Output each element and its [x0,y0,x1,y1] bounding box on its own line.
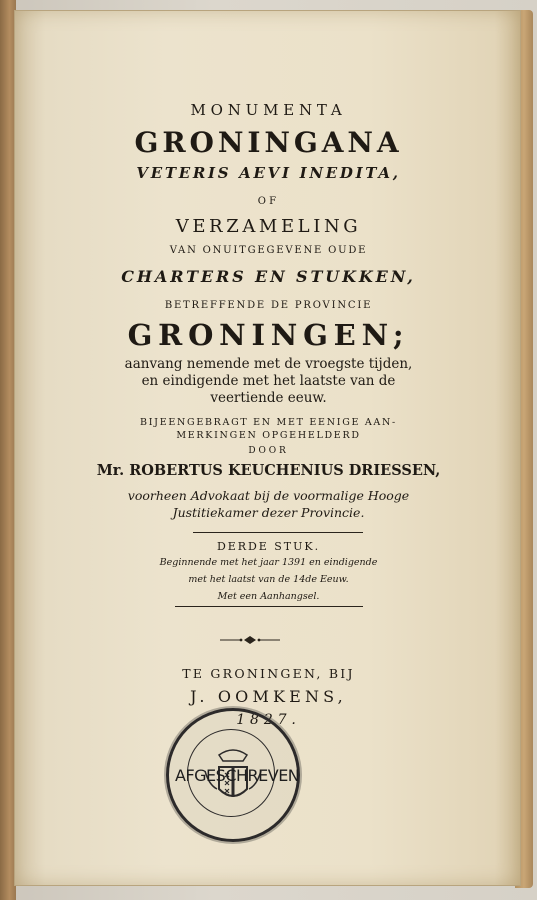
line-aanhangsel: Met een Aanhangsel. [217,591,320,602]
line-monumenta: MONUMENTA [190,101,347,119]
line-beginnende: Beginnende met het jaar 1391 en eindigende [159,557,378,568]
line-eindigende: en eindigende met het laatste van de [141,373,396,389]
line-aanvang: aanvang nemende met de vroegste tijden, [124,356,413,372]
line-merkingen: MERKINGEN OPGEHELDERD [176,430,361,441]
line-author: Mr. ROBERTUS KEUCHENIUS DRIESSEN, [96,462,441,479]
line-laatst: met het laatst van de 14de Eeuw. [188,574,349,585]
line-verzameling: VERZAMELING [175,216,362,237]
line-publisher: J. OOMKENS, [190,687,347,706]
line-bijeengebragt: BIJEENGEBRAGT EN MET EENIGE AAN- [140,417,397,428]
line-groningana: GRONINGANA [134,126,403,159]
rule-top [193,532,363,533]
line-veteris: VETERIS AEVI INEDITA, [136,164,401,182]
line-justitiekamer: Justitiekamer dezer Provincie. [172,505,365,520]
fleuron-ornament [220,635,280,645]
line-veertiende: veertiende eeuw. [210,390,327,406]
stamp-overprint: AFGESCHREVEN [175,766,300,785]
line-derde-stuk: DERDE STUK. [216,540,321,553]
line-charters: CHARTERS EN STUKKEN, [121,267,416,286]
line-year: 1827. [236,712,301,728]
line-te-groningen: TE GRONINGEN, BIJ [182,666,355,681]
line-betreffende: BETREFFENDE DE PROVINCIE [164,300,373,311]
line-van-onuitgegevene: VAN ONUITGEGEVENE OUDE [169,245,368,256]
line-door: DOOR [248,446,289,456]
line-of: OF [257,196,280,207]
line-groningen: GRONINGEN; [127,318,410,352]
line-voorheen: voorheen Advokaat bij de voormalige Hooge [127,488,410,503]
rule-bottom [175,606,363,607]
